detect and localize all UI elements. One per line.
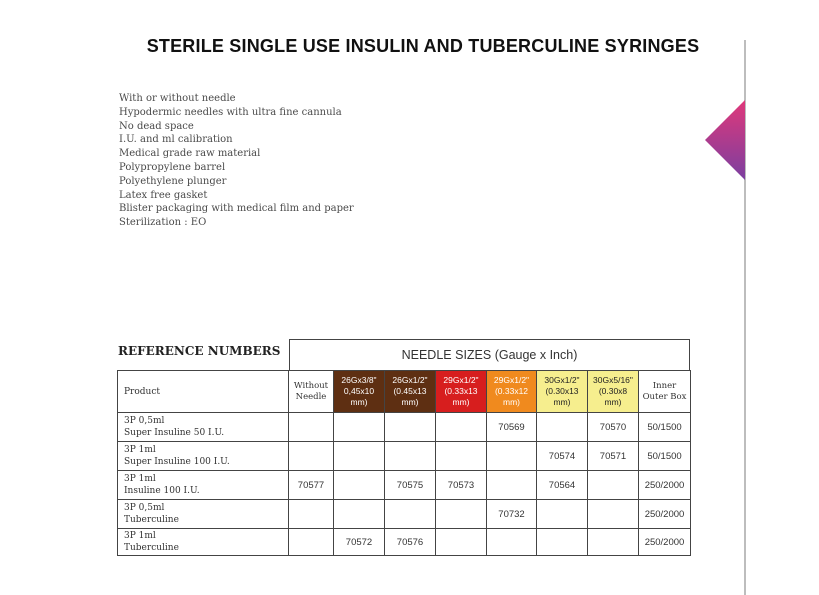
header-without-needle	[289, 371, 334, 413]
header-label: 30Gx5/16"	[593, 375, 633, 385]
header-30g-1-2	[537, 371, 588, 413]
product-name: 3P 1ml	[124, 531, 156, 541]
product-cell	[118, 413, 289, 442]
header-label: mm)	[503, 397, 520, 407]
header-label: mm)	[604, 397, 622, 407]
table-cell: 70576	[385, 529, 436, 556]
product-cell	[118, 442, 289, 471]
table-cell	[487, 442, 537, 471]
table-cell	[537, 413, 588, 442]
feature-item: Polyethylene plunger	[119, 175, 227, 187]
feature-item: Medical grade raw material	[119, 148, 261, 160]
feature-item: Polypropylene barrel	[119, 161, 226, 173]
header-label: mm)	[452, 397, 470, 407]
feature-item: Blister packaging with medical film and paper	[119, 203, 354, 215]
table-cell	[588, 529, 639, 556]
product-name: 3P 0,5ml	[124, 503, 165, 513]
table-cell: 70577	[289, 471, 334, 500]
header-label: Without	[293, 380, 329, 391]
header-label: (0.30x13	[545, 386, 579, 396]
header-label: (0.33x12	[494, 386, 529, 396]
product-cell	[118, 500, 289, 529]
table-cell	[385, 413, 436, 442]
feature-item: I.U. and ml calibration	[119, 134, 233, 146]
header-label: 26Gx3/8"	[341, 375, 377, 385]
header-label: 0,45x10	[343, 386, 375, 396]
product-name: 3P 0,5ml	[124, 416, 165, 426]
header-29g-1-2-12	[487, 371, 537, 413]
table-cell	[537, 500, 588, 529]
table-row	[118, 471, 691, 500]
header-label: mm)	[350, 397, 368, 407]
table-cell	[588, 500, 639, 529]
table-cell	[334, 500, 385, 529]
needle-sizes-heading: NEEDLE SIZES (Gauge x Inch)	[289, 339, 690, 370]
table-cell	[385, 442, 436, 471]
header-label: Inner	[652, 380, 677, 391]
header-inner-outer-box	[639, 371, 691, 413]
table-row	[118, 413, 691, 442]
table-cell	[385, 500, 436, 529]
table-row	[118, 500, 691, 529]
product-name: 3P 1ml	[124, 474, 156, 484]
product-desc: Super Insuline 50 I.U.	[124, 428, 225, 438]
header-26g-1-2	[385, 371, 436, 413]
page-title: STERILE SINGLE USE INSULIN AND TUBERCULINE SYRINGES	[146, 36, 700, 56]
table-cell	[436, 529, 487, 556]
product-name: 3P 1ml	[124, 445, 156, 455]
table-cell: 50/1500	[639, 413, 691, 442]
table-cell: 250/2000	[639, 500, 691, 529]
table-row	[118, 442, 691, 471]
table-cell	[588, 471, 639, 500]
table-cell: 70570	[588, 413, 639, 442]
table-cell: 250/2000	[639, 529, 691, 556]
table-cell: 70569	[487, 413, 537, 442]
product-cell	[118, 471, 289, 500]
table-cell	[487, 471, 537, 500]
table-cell	[537, 529, 588, 556]
product-cell	[118, 529, 289, 556]
product-desc: Tuberculine	[124, 543, 179, 553]
table-cell	[289, 529, 334, 556]
table-cell	[289, 500, 334, 529]
table-cell: 70575	[385, 471, 436, 500]
header-label: mm)	[401, 397, 419, 407]
table-cell	[436, 442, 487, 471]
reference-numbers-heading: REFERENCE NUMBERS	[118, 344, 281, 358]
table-cell	[436, 413, 487, 442]
product-desc: Super Insuline 100 I.U.	[124, 457, 230, 467]
table-header-row	[118, 371, 691, 413]
table-cell: 70564	[537, 471, 588, 500]
feature-item: Hypodermic needles with ultra fine cannula	[119, 106, 342, 118]
table-cell: 70571	[588, 442, 639, 471]
header-label: Outer Box	[642, 391, 687, 402]
header-label: (0.30x8	[598, 386, 628, 396]
header-label: 30Gx1/2"	[544, 375, 580, 385]
table-cell: 70574	[537, 442, 588, 471]
header-label: (0.33x13	[444, 386, 478, 396]
header-product	[118, 371, 289, 413]
table-cell	[487, 529, 537, 556]
table-cell: 70572	[334, 529, 385, 556]
feature-item: No dead space	[119, 120, 194, 132]
feature-item: With or without needle	[119, 93, 236, 104]
feature-list	[119, 92, 354, 230]
header-29g-1-2-13	[436, 371, 487, 413]
table-cell	[436, 500, 487, 529]
header-30g-5-16	[588, 371, 639, 413]
header-label: 29Gx1/2"	[493, 375, 530, 385]
header-label: mm)	[553, 397, 571, 407]
product-desc: Tuberculine	[124, 515, 179, 525]
header-label: (0.45x13	[393, 386, 427, 396]
page-tab-marker	[705, 100, 745, 180]
table-cell: 70732	[487, 500, 537, 529]
table-cell	[334, 471, 385, 500]
header-26g-3-8	[334, 371, 385, 413]
table-cell	[289, 442, 334, 471]
table-cell	[289, 413, 334, 442]
reference-table	[117, 370, 691, 556]
feature-item: Sterilization : EO	[119, 217, 207, 229]
header-label: Needle	[295, 391, 327, 402]
table-row	[118, 529, 691, 556]
feature-item: Latex free gasket	[119, 189, 208, 201]
table-cell: 70573	[436, 471, 487, 500]
table-cell	[334, 442, 385, 471]
table-cell	[334, 413, 385, 442]
header-label: 26Gx1/2"	[392, 375, 428, 385]
header-label: 29Gx1/2"	[443, 375, 479, 385]
product-desc: Insuline 100 I.U.	[124, 486, 200, 496]
table-cell: 50/1500	[639, 442, 691, 471]
table-cell: 250/2000	[639, 471, 691, 500]
header-label: Product	[124, 386, 160, 397]
